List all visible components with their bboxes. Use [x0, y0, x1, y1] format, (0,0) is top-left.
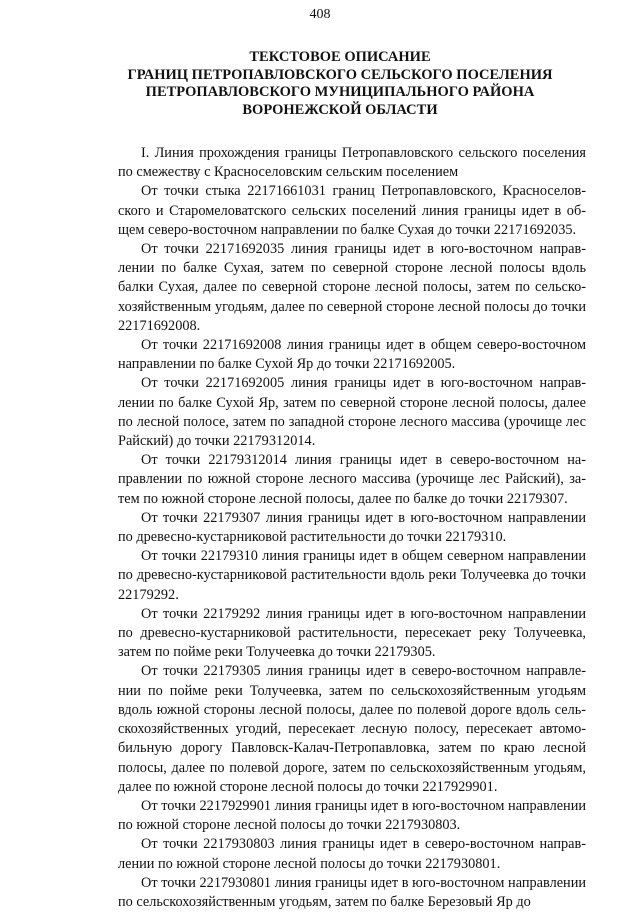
- body-paragraph: От точки 22171692005 линия границы идет в юго-восточном направлении по балке Сухой Яр, затем по северной стороне лесной полосы, далее по лесной полосе, затем по западной стороне лесного массива (урочище лес Райский) до точки 22179312014.: [118, 375, 586, 450]
- body-paragraph: От точки стыка 22171661031 границ Петропавловского, Красноселовского и Старомеловатского сельских поселений линия границы идет в общем северо-восточном направлении по балке Сухая до точки 22171692035.: [118, 183, 586, 238]
- document-title: [100, 49, 580, 119]
- title-line: ГРАНИЦ ПЕТРОПАВЛОВСКОГО СЕЛЬСКОГО ПОСЕЛЕНИЯ: [127, 66, 553, 83]
- title-line: ПЕТРОПАВЛОВСКОГО МУНИЦИПАЛЬНОГО РАЙОНА: [145, 84, 535, 100]
- body-paragraph: От точки 22179310 линия границы идет в общем северном направлении по древесно-кустарниковой растительности вдоль реки Толучеевка до точки 22179292.: [118, 548, 586, 603]
- section-heading-paragraph: I. Линия прохождения границы Петропавловского сельского поселения по смежеству с Красноселовским сельским поселением: [118, 145, 586, 181]
- body-paragraph: От точки 22179292 линия границы идет в юго-восточном направлении по древесно-кустарниковой растительности, пересекает реку Толучеевка, затем по пойме реки Толучеевка до точки 22179305.: [118, 605, 586, 661]
- body-paragraph: От точки 2217930803 линия границы идет в северо-восточном направлении по южной стороне лесной полосы до точки 2217930801.: [118, 836, 586, 872]
- body-paragraph: От точки 22179307 линия границы идет в юго-восточном направлении по древесно-кустарниковой растительности до точки 22179310.: [118, 509, 586, 546]
- body-paragraph: От точки 2217929901 линия границы идет в юго-восточном направлении по южной стороне лесной полосы до точки 2217930803.: [118, 797, 586, 834]
- title-line: ВОРОНЕЖСКОЙ ОБЛАСТИ: [242, 101, 438, 118]
- body-paragraph: От точки 22179312014 линия границы идет в северо-восточном направлении по южной стороне лесного массива (урочище лес Райский), затем по южной стороне лесной полосы, далее по балке до точки 22179307.: [118, 452, 586, 507]
- title-line: ТЕКСТОВОЕ ОПИСАНИЕ: [249, 49, 431, 65]
- body-paragraph: От точки 22171692035 линия границы идет в юго-восточном направлении по балке Сухая, затем по северной стороне лесной полосы вдоль балки Сухая, далее по северной стороне лесной полосы, затем по сельскохозяйственным угодьям, далее по северной стороне лесной полосы до точки 22171692008.: [118, 241, 586, 334]
- page-number: 408: [309, 7, 331, 22]
- body-paragraph: От точки 2217930801 линия границы идет в юго-восточном направлении по сельскохозяйственным угодьям, затем по балке Березовый Яр до: [118, 874, 586, 910]
- body-paragraph: От точки 22179305 линия границы идет в северо-восточном направлении по пойме реки Толучеевка, затем по сельскохозяйственным угодьям вдоль южной стороны лесной полосы, далее по полевой дороге вдоль сельскохозяйственных угодий, пересекает лесную полосу, пересекает автомобильную дорогу Павловск-Калач-Петропавловка, затем по краю лесной полосы, далее по полевой дороге, затем по сельскохозяйственным угодьям, далее по южной стороне лесной полосы до точки 2217929901.: [118, 663, 586, 795]
- document-body: [118, 144, 586, 912]
- body-paragraph: От точки 22171692008 линия границы идет в общем северо-восточном направлении по балке Сухой Яр до точки 22171692005.: [118, 337, 586, 373]
